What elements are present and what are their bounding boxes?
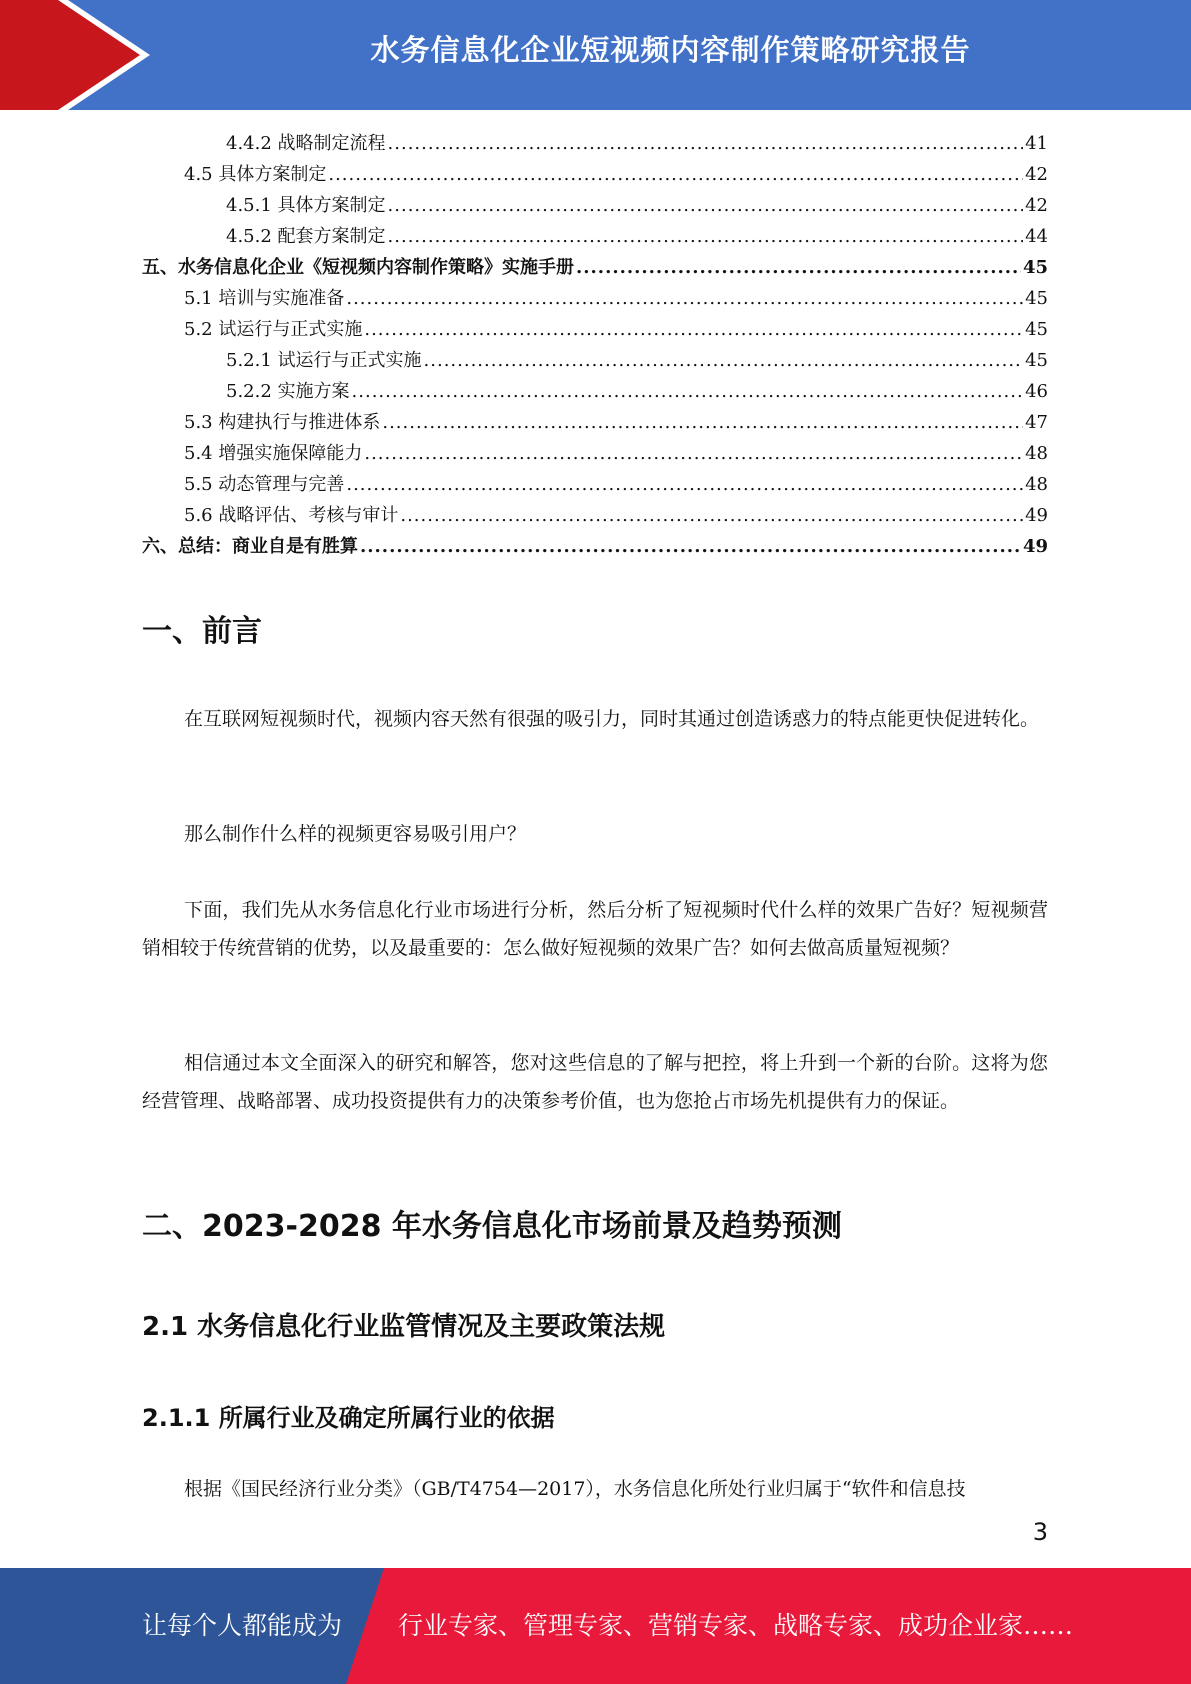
toc-leader-dots: [352, 376, 1024, 407]
toc-entry[interactable]: [142, 469, 1048, 500]
toc-leader-dots: [328, 159, 1023, 190]
toc-entry[interactable]: [142, 407, 1048, 438]
section-heading-market-outlook: 二、2023-2028 年水务信息化市场前景及趋势预测: [142, 1209, 842, 1244]
toc-entry-label: 5.1 培训与实施准备: [184, 288, 345, 309]
toc-entry-page: 45: [1025, 350, 1048, 371]
toc-leader-dots: [388, 221, 1024, 252]
toc-entry[interactable]: [142, 438, 1048, 469]
toc-entry[interactable]: [142, 500, 1048, 531]
table-of-contents: [142, 128, 1048, 562]
toc-entry-page: 48: [1025, 443, 1048, 464]
page-number: 3: [1032, 1518, 1048, 1546]
toc-entry-page: 41: [1025, 133, 1048, 154]
toc-leader-dots: [576, 252, 1021, 283]
subsection-heading: 2.1 水务信息化行业监管情况及主要政策法规: [142, 1312, 666, 1342]
toc-leader-dots: [360, 531, 1021, 562]
red-arrow-decoration: [0, 0, 160, 110]
footer-banner: [0, 1568, 1191, 1684]
toc-entry[interactable]: [142, 159, 1048, 190]
toc-entry-label: 5.2.2 实施方案: [226, 381, 350, 402]
toc-leader-dots: [424, 345, 1024, 376]
paragraph: 相信通过本文全面深入的研究和解答，您对这些信息的了解与把控，将上升到一个新的台阶。这将为您经营管理、战略部署、成功投资提供有力的决策参考价值，也为您抢占市场先机提供有力的保证。: [142, 1052, 1048, 1112]
toc-leader-dots: [364, 438, 1023, 469]
toc-entry[interactable]: [142, 283, 1048, 314]
toc-entry-page: 46: [1025, 381, 1048, 402]
toc-entry-label: 4.4.2 战略制定流程: [226, 133, 386, 154]
toc-entry-page: 45: [1025, 288, 1048, 309]
toc-entry-label: 5.2 试运行与正式实施: [184, 319, 363, 340]
toc-entry[interactable]: [142, 190, 1048, 221]
subsubsection-heading: 2.1.1 所属行业及确定所属行业的依据: [142, 1404, 555, 1432]
report-title: 水务信息化企业短视频内容制作策略研究报告: [370, 33, 971, 67]
toc-entry-page: 47: [1025, 412, 1048, 433]
toc-entry-label: 5.3 构建执行与推进体系: [184, 412, 381, 433]
paragraph: 在互联网短视频时代，视频内容天然有很强的吸引力，同时其通过创造诱惑力的特点能更快促进转化。: [184, 708, 1040, 730]
toc-leader-dots: [346, 283, 1023, 314]
toc-entry-label: 5.6 战略评估、考核与审计: [184, 505, 399, 526]
toc-entry-page: 42: [1025, 195, 1048, 216]
toc-entry-label: 5.5 动态管理与完善: [184, 474, 345, 495]
toc-leader-dots: [388, 128, 1024, 159]
header-banner: [0, 0, 1191, 110]
toc-entry[interactable]: [142, 128, 1048, 159]
toc-leader-dots: [346, 469, 1023, 500]
toc-entry-label: 五、水务信息化企业《短视频内容制作策略》实施手册: [142, 257, 574, 278]
toc-entry[interactable]: [142, 314, 1048, 345]
toc-entry-label: 4.5.1 具体方案制定: [226, 195, 386, 216]
toc-leader-dots: [382, 407, 1023, 438]
footer-slogan-right: 行业专家、管理专家、营销专家、战略专家、成功企业家……: [398, 1611, 1074, 1640]
toc-entry-page: 42: [1025, 164, 1048, 185]
toc-entry-page: 49: [1025, 505, 1048, 526]
footer-slogan-left: 让每个人都能成为: [142, 1611, 343, 1640]
toc-entry-chapter[interactable]: [142, 252, 1048, 283]
paragraph: 根据《国民经济行业分类》（GB/T4754—2017），水务信息化所处行业归属于“软件和信息技: [184, 1478, 966, 1500]
toc-leader-dots: [364, 314, 1023, 345]
toc-entry[interactable]: [142, 221, 1048, 252]
toc-entry-label: 5.2.1 试运行与正式实施: [226, 350, 422, 371]
paragraph: 那么制作什么样的视频更容易吸引用户？: [184, 823, 527, 845]
paragraph: 下面，我们先从水务信息化行业市场进行分析，然后分析了短视频时代什么样的效果广告好？短视频营销相较于传统营销的优势，以及最重要的：怎么做好短视频的效果广告？如何去做高质量短视频？: [142, 899, 1048, 959]
toc-entry-page: 44: [1025, 226, 1048, 247]
toc-entry-label: 5.4 增强实施保障能力: [184, 443, 363, 464]
toc-leader-dots: [388, 190, 1024, 221]
section-heading-preface: 一、前言: [142, 614, 262, 649]
toc-entry[interactable]: [142, 345, 1048, 376]
toc-entry-label: 六、总结：商业自是有胜算: [142, 536, 358, 557]
toc-entry-label: 4.5.2 配套方案制定: [226, 226, 386, 247]
toc-entry-chapter[interactable]: [142, 531, 1048, 562]
toc-entry-page: 49: [1022, 536, 1048, 557]
toc-entry-page: 45: [1025, 319, 1048, 340]
toc-entry-page: 48: [1025, 474, 1048, 495]
toc-entry[interactable]: [142, 376, 1048, 407]
toc-leader-dots: [400, 500, 1023, 531]
toc-entry-page: 45: [1022, 257, 1048, 278]
toc-entry-label: 4.5 具体方案制定: [184, 164, 327, 185]
